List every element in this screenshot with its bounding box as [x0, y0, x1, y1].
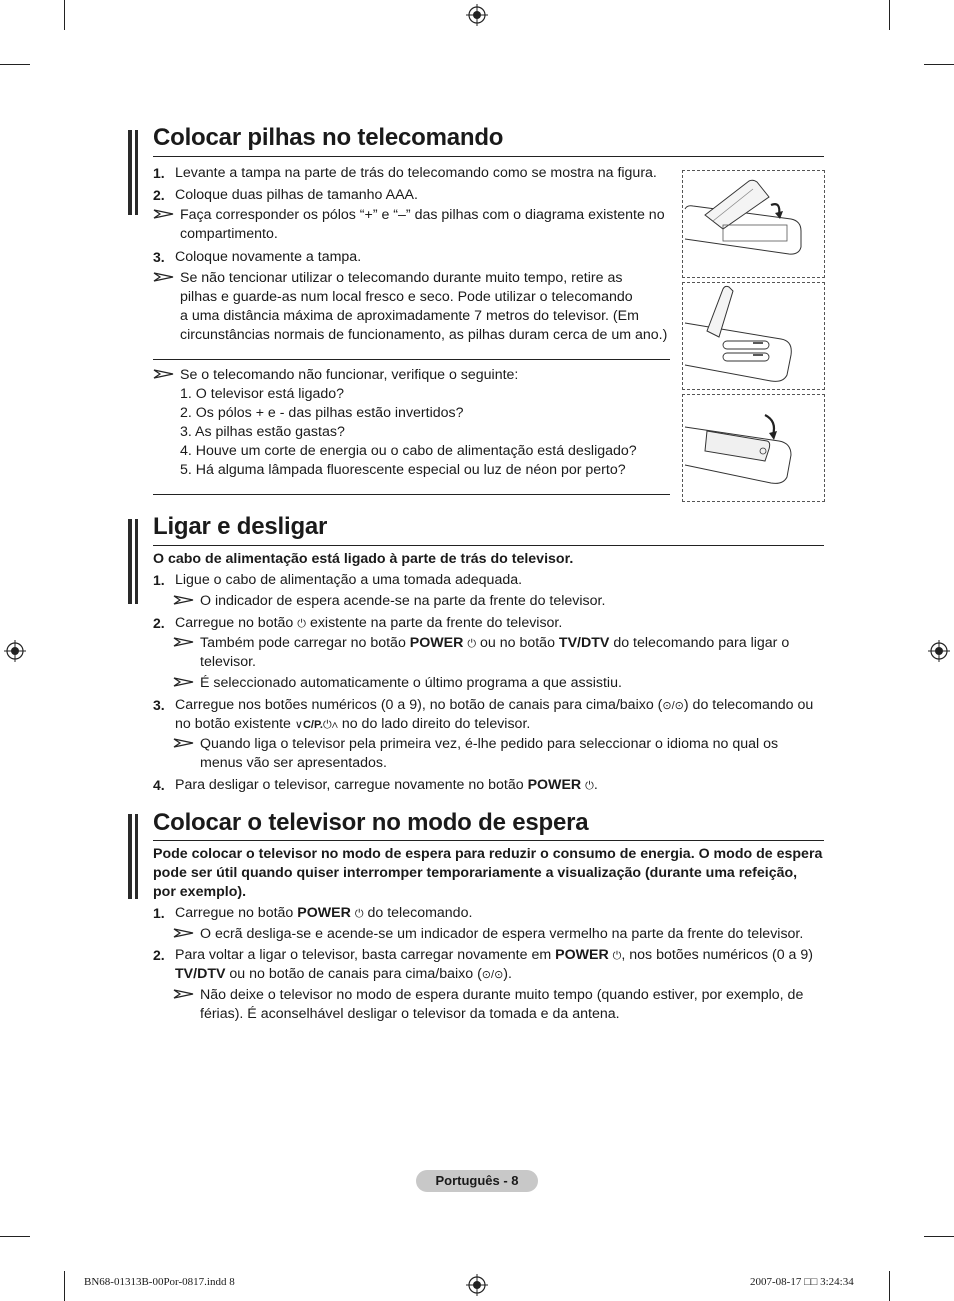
note-text: O indicador de espera acende-se na parte da frente do televisor. [200, 593, 606, 609]
remote-cover-open-illustration [682, 170, 825, 278]
channel-up-down-icon: ⊙/⊙ [662, 700, 684, 712]
note-arrow-icon [153, 208, 175, 220]
step-number: 2. [153, 615, 165, 631]
section-title-power: Ligar e desligar [153, 513, 328, 540]
check-item: 5. Há alguma lâmpada fluorescente especial ou luz de néon por perto? [180, 462, 626, 478]
note-text: menus vão ser apresentados. [200, 755, 387, 771]
section-title-standby: Colocar o televisor no modo de espera [153, 809, 589, 836]
power-icon: ⏻ [467, 638, 477, 650]
section-intro: por exemplo). [153, 884, 247, 900]
note-text: Também pode carregar no botão POWER ⏻ ou no botão TV/DTV do telecomando para ligar o [200, 635, 790, 651]
crop-mark [889, 0, 890, 30]
box-rule-bottom [153, 494, 670, 495]
note-text: O ecrã desliga-se e acende-se um indicador de espera vermelho na parte da frente do televisor. [200, 926, 804, 942]
note-text: Quando liga o televisor pela primeira vez, é-lhe pedido para seleccionar o idioma no qual os [200, 736, 779, 752]
title-rule [153, 156, 824, 157]
crop-mark [64, 1271, 65, 1301]
crop-mark [889, 1271, 890, 1301]
check-item: 1. O televisor está ligado? [180, 386, 345, 402]
power-icon: ⏻ [322, 719, 332, 731]
crop-mark [924, 64, 954, 65]
step-number: 1. [153, 905, 165, 921]
step-number: 2. [153, 187, 165, 203]
registration-mark-icon [466, 4, 488, 26]
section-marker [128, 814, 144, 899]
check-item: 4. Houve um corte de energia ou o cabo de alimentação está desligado? [180, 443, 637, 459]
check-intro: Se o telecomando não funcionar, verifique o seguinte: [180, 367, 519, 383]
note-text: pilhas e guarde-as num local fresco e seco. Pode utilizar o telecomando [180, 289, 633, 305]
step-number: 3. [153, 249, 165, 265]
section-intro: pode ser útil quando quiser interromper temporariamente a visualização (durante uma refeição, [153, 865, 798, 881]
remote-cover-closed-illustration [682, 394, 825, 502]
title-rule [153, 840, 824, 841]
section-intro: O cabo de alimentação está ligado à parte de trás do televisor. [153, 551, 574, 567]
note-arrow-icon [153, 271, 175, 283]
step-text: Para voltar a ligar o televisor, basta carregar novamente em POWER ⏻, nos botões numéricos (0 a 9) [175, 947, 814, 963]
title-rule [153, 545, 824, 546]
note-text: circunstâncias normais de funcionamento, as pilhas duram cerca de um ano.) [180, 327, 668, 343]
note-text: a uma distância máxima de aproximadamente 7 metros do televisor. (Em [180, 308, 639, 324]
step-number: 4. [153, 777, 165, 793]
check-item: 3. As pilhas estão gastas? [180, 424, 345, 440]
note-arrow-icon [173, 927, 195, 939]
step-number: 1. [153, 165, 165, 181]
power-icon: ⏻ [612, 950, 622, 962]
note-arrow-icon [173, 737, 195, 749]
step-text: Ligue o cabo de alimentação a uma tomada adequada. [175, 572, 523, 588]
crop-mark [64, 0, 65, 30]
registration-mark-icon [928, 640, 950, 662]
crop-mark [0, 64, 30, 65]
note-text: Não deixe o televisor no modo de espera durante muito tempo (quando estiver, por exemplo, de [200, 987, 804, 1003]
file-slug: BN68-01313B-00Por-0817.indd 8 [84, 1276, 235, 1288]
crop-mark [0, 1236, 30, 1237]
note-text: férias). É aconselhável desligar o televisor da tomada e da antena. [200, 1006, 620, 1022]
note-arrow-icon [173, 636, 195, 648]
note-text: É seleccionado automaticamente o último programa a que assistiu. [200, 675, 622, 691]
step-text: Para desligar o televisor, carregue novamente no botão POWER ⏻. [175, 777, 598, 793]
step-text: Carregue no botão ⏻ existente na parte da frente do televisor. [175, 615, 563, 631]
step-number: 1. [153, 572, 165, 588]
check-item: 2. Os pólos + e - das pilhas estão invertidos? [180, 405, 464, 421]
note-arrow-icon [173, 676, 195, 688]
power-icon: ⏻ [354, 908, 364, 920]
note-arrow-icon [153, 368, 175, 380]
note-arrow-icon [173, 988, 195, 1000]
chevron-up-icon: ∧ [331, 719, 338, 731]
note-text: Se não tencionar utilizar o telecomando durante muito tempo, retire as [180, 270, 623, 286]
section-marker [128, 130, 144, 215]
section-intro: Pode colocar o televisor no modo de espera para reduzir o consumo de energia. O modo de espera [153, 846, 823, 862]
note-arrow-icon [173, 594, 195, 606]
step-text: Levante a tampa na parte de trás do telecomando como se mostra na figura. [175, 165, 657, 181]
step-text: Coloque novamente a tampa. [175, 249, 362, 265]
channel-up-down-icon: ⊙/⊙ [481, 969, 504, 981]
note-text: Faça corresponder os pólos “+” e “–” das pilhas com o diagrama existente no [180, 207, 665, 223]
step-text: TV/DTV ou no botão de canais para cima/baixo (⊙/⊙). [175, 966, 512, 982]
note-text: televisor. [200, 654, 256, 670]
section-title-batteries: Colocar pilhas no telecomando [153, 124, 504, 151]
registration-mark-icon [4, 640, 26, 662]
crop-mark [924, 1236, 954, 1237]
chevron-down-icon: ∨ [294, 719, 303, 731]
note-text: compartimento. [180, 226, 278, 242]
step-text: Carregue no botão POWER ⏻ do telecomando. [175, 905, 473, 921]
date-slug: 2007-08-17 □□ 3:24:34 [750, 1276, 854, 1288]
box-rule-top [153, 359, 670, 360]
step-number: 2. [153, 947, 165, 963]
step-text: Carregue nos botões numéricos (0 a 9), no botão de canais para cima/baixo (⊙/⊙) do telecomando ou [175, 697, 814, 713]
remote-batteries-illustration [682, 282, 825, 390]
step-text: Coloque duas pilhas de tamanho AAA. [175, 187, 418, 203]
page-number-badge: Português - 8 [416, 1170, 538, 1192]
power-icon: ⏻ [585, 780, 594, 792]
step-text: no botão existente ∨C/P.⏻∧ no do lado direito do televisor. [175, 716, 531, 732]
step-number: 3. [153, 697, 165, 713]
power-icon: ⏻ [297, 618, 306, 630]
section-marker [128, 519, 144, 604]
registration-mark-icon [466, 1274, 488, 1296]
